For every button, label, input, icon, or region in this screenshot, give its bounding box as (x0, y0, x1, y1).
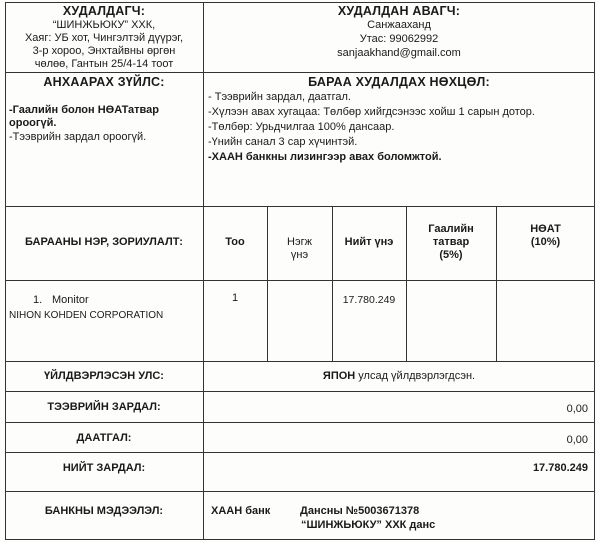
notice-line: -Тээврийн зардал ороогүй. (9, 131, 147, 143)
terms-heading: БАРАА ХУДАЛДАХ НӨХЦӨЛ: (308, 75, 490, 89)
column-header-qty: Тоо (225, 236, 245, 248)
row-number: 1. (33, 294, 43, 306)
terms-line: -ХААН банкны лизингээр авах боломжтой. (208, 151, 442, 163)
shipping-value: 0,00 (566, 403, 588, 415)
column-header-customs: Гаалийн (428, 223, 474, 235)
column-header-vat: НӨАТ (530, 223, 561, 235)
total-label: НИЙТ ЗАРДАЛ: (62, 462, 146, 474)
divider (5, 491, 595, 492)
column-header-unit-price: Нэгж (287, 236, 312, 248)
terms-line: -Үнийн санал 3 сар хүчинтэй. (208, 136, 358, 148)
shipping-label: ТЭЭВРИЙН ЗАРДАЛ: (47, 401, 161, 413)
divider (267, 206, 268, 361)
column-header-total-price: Нийт үнэ (344, 236, 394, 248)
seller-heading: ХУДАЛДАГЧ: (62, 4, 146, 18)
product-qty: 1 (231, 292, 239, 304)
origin-suffix: улсад үйлдвэрлэгдсэн. (355, 370, 476, 382)
divider (5, 72, 595, 73)
buyer-name: Санжааханд (367, 19, 431, 31)
divider (5, 206, 595, 207)
notice-line: ороогүй. (9, 117, 57, 129)
product-maker: NIHON KOHDEN CORPORATION (9, 310, 164, 321)
column-header-unit-price: үнэ (290, 249, 309, 261)
buyer-phone: Утас: 99062992 (359, 33, 439, 45)
column-header-customs: татвар (432, 236, 470, 248)
divider (5, 391, 595, 392)
divider (5, 361, 595, 362)
bank-account: Дансны №5003671378 (300, 505, 420, 517)
divider (5, 452, 595, 453)
terms-line: -Хүлээн авах хугацаа: Төлбөр хийгдсэнээс хойш 1 сарын дотор. (208, 106, 535, 118)
terms-line: -Төлбөр: Урьдчилгаа 100% дансаар. (208, 121, 395, 133)
column-header-vat: (10%) (530, 236, 561, 248)
notice-line: -Гаалийн болон НӨАТатвар (9, 104, 160, 116)
origin-value (203, 370, 595, 383)
divider (332, 206, 333, 361)
column-header-customs: (5%) (439, 249, 463, 261)
origin-label: ҮЙЛДВЭРЛЭСЭН УЛС: (44, 370, 164, 382)
seller-line: Хаяг: УБ хот, Чингэлтэй дүүрэг, (24, 32, 184, 44)
column-header-name: БАРААНЫ НЭР, ЗОРИУЛАЛТ: (25, 236, 183, 248)
product-total-price: 17.780.249 (342, 294, 396, 306)
insurance-value: 0,00 (566, 434, 588, 446)
divider (5, 280, 595, 281)
product-name: Monitor (52, 294, 89, 306)
notice-heading: АНХААРАХ ЗҮЙЛС: (43, 75, 165, 89)
origin-country: ЯПОН (322, 370, 356, 382)
bank-name: ХААН банк (211, 505, 271, 517)
seller-line: чөлөө, Гантын 25/4-14 тоот (34, 58, 174, 70)
bank-label: БАНКНЫ МЭДЭЭЛЭЛ: (44, 505, 164, 517)
bank-holder: “ШИНЖЬЮКУ” ХХК данс (301, 519, 436, 531)
total-value: 17.780.249 (532, 462, 588, 474)
terms-line: - Тээврийн зардал, даатгал. (208, 91, 351, 103)
seller-line: “ШИНЖЬЮКУ” ХХК, (52, 19, 156, 31)
buyer-heading: ХУДАЛДАН АВАГЧ: (337, 4, 461, 18)
seller-line: 3-р хороо, Энхтайвны өргөн (32, 45, 176, 57)
insurance-label: ДААТГАЛ: (76, 432, 132, 444)
divider (5, 422, 595, 423)
buyer-email: sanjaakhand@gmail.com (337, 47, 461, 59)
